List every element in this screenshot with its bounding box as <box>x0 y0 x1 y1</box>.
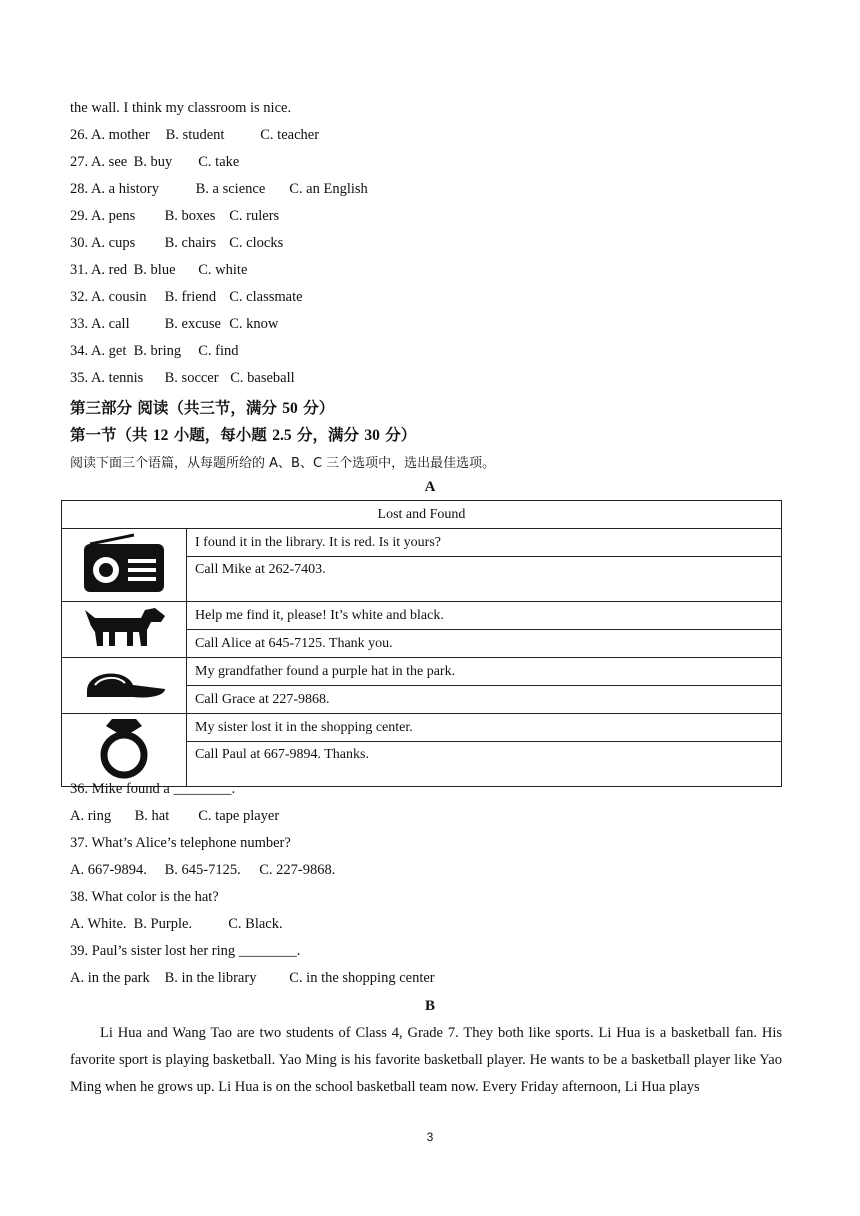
table-row <box>62 714 782 742</box>
cloze-item <box>70 289 303 306</box>
option-c: C. clocks <box>229 235 284 251</box>
option-c: C. rulers <box>229 208 280 224</box>
cloze-item <box>70 127 319 144</box>
passage-tail: the wall. I think my classroom is nice. <box>70 100 292 116</box>
option-c: C. in the shopping center <box>289 970 435 986</box>
contact-line: Call Mike at 262-7403. <box>187 557 782 602</box>
option-a: 35. A. tennis <box>70 370 144 386</box>
notice-line: My sister lost it in the shopping center. <box>187 714 782 742</box>
table-row <box>62 529 782 557</box>
table-row <box>62 658 782 686</box>
option-c: C. find <box>198 343 239 359</box>
option-b: B. bring <box>133 343 182 359</box>
option-b: B. 645-7125. <box>164 862 241 878</box>
option-a: 26. A. mother <box>70 127 150 143</box>
cloze-item <box>70 208 279 225</box>
notice-line: Help me find it, please! It’s white and black. <box>187 602 782 630</box>
question-stem: 39. Paul’s sister lost her ring ________. <box>70 943 301 959</box>
contact-line: Call Grace at 227-9868. <box>187 686 782 714</box>
passage-b-text: Li Hua and Wang Tao are two students of Class 4, Grade 7. They both like sports. Li Hua is a basketball fan. His favorite sport is playing basketball. Yao Ming is his favorite basketball player. He wants to be a basketball player like Yao Ming when he grows up. Li Hua is on the school basketball team now. Every Friday afternoon, Li Hua plays <box>70 1025 782 1095</box>
option-c: C. teacher <box>260 127 320 143</box>
table-row <box>62 602 782 630</box>
option-c: C. classmate <box>229 289 303 305</box>
option-b: B. a science <box>195 181 266 197</box>
dog-icon <box>62 602 187 658</box>
lost-and-found-table <box>61 500 782 787</box>
option-b: B. soccer <box>164 370 219 386</box>
option-c: C. take <box>198 154 240 170</box>
option-b: B. Purple. <box>133 916 193 932</box>
cloze-item <box>70 154 239 171</box>
option-a: A. White. <box>70 916 127 932</box>
option-c: C. white <box>198 262 248 278</box>
option-b: B. boxes <box>164 208 216 224</box>
table-title: Lost and Found <box>62 501 782 529</box>
passage-letter-b: B <box>424 998 435 1014</box>
cap-icon <box>62 658 187 714</box>
cloze-item <box>70 262 247 279</box>
option-b: B. excuse <box>164 316 221 332</box>
question-options <box>70 970 435 987</box>
option-b: B. friend <box>164 289 217 305</box>
option-c: C. 227-9868. <box>259 862 336 878</box>
option-b: B. buy <box>133 154 173 170</box>
page-number: 3 <box>426 1130 434 1144</box>
contact-line: Call Paul at 667-9894. Thanks. <box>187 742 782 787</box>
option-a: A. in the park <box>70 970 150 986</box>
notice-line: My grandfather found a purple hat in the park. <box>187 658 782 686</box>
option-a: A. 667-9894. <box>70 862 147 878</box>
option-b: B. hat <box>134 808 170 824</box>
option-a: 34. A. get <box>70 343 127 359</box>
question-options <box>70 916 283 933</box>
option-a: 31. A. red <box>70 262 128 278</box>
question-stem: 37. What’s Alice’s telephone number? <box>70 835 291 851</box>
option-c: C. baseball <box>230 370 295 386</box>
notice-line: I found it in the library. It is red. Is it yours? <box>187 529 782 557</box>
question-options <box>70 808 279 825</box>
option-a: 27. A. see <box>70 154 128 170</box>
radio-icon <box>62 529 187 602</box>
option-a: A. ring <box>70 808 112 824</box>
cloze-item <box>70 181 368 198</box>
option-c: C. an English <box>289 181 368 197</box>
option-b: B. chairs <box>164 235 217 251</box>
option-b: B. student <box>165 127 225 143</box>
option-c: C. know <box>229 316 279 332</box>
question-stem: 36. Mike found a ________. <box>70 781 236 797</box>
option-a: 32. A. cousin <box>70 289 147 305</box>
option-c: C. Black. <box>228 916 283 932</box>
question-stem: 38. What color is the hat? <box>70 889 219 905</box>
option-a: 28. A. a history <box>70 181 160 197</box>
cloze-item <box>70 235 283 252</box>
option-a: 33. A. call <box>70 316 130 332</box>
cloze-item <box>70 343 239 360</box>
instruction: 阅读下面三个语篇，从每题所给的 A、B、C 三个选项中，选出最佳选项。 <box>70 456 496 471</box>
option-a: 30. A. cups <box>70 235 136 251</box>
passage-letter-a: A <box>424 479 436 495</box>
option-a: 29. A. pens <box>70 208 136 224</box>
cloze-item <box>70 370 295 387</box>
option-b: B. in the library <box>164 970 257 986</box>
option-c: C. tape player <box>198 808 280 824</box>
section-heading: 第一节（共 12 小题，每小题 2.5 分，满分 30 分） <box>70 426 417 444</box>
contact-line: Call Alice at 645-7125. Thank you. <box>187 630 782 658</box>
cloze-item <box>70 316 278 333</box>
question-options <box>70 862 335 879</box>
option-b: B. blue <box>133 262 176 278</box>
ring-icon <box>62 714 187 787</box>
part-heading: 第三部分 阅读（共三节，满分 50 分） <box>70 399 335 417</box>
